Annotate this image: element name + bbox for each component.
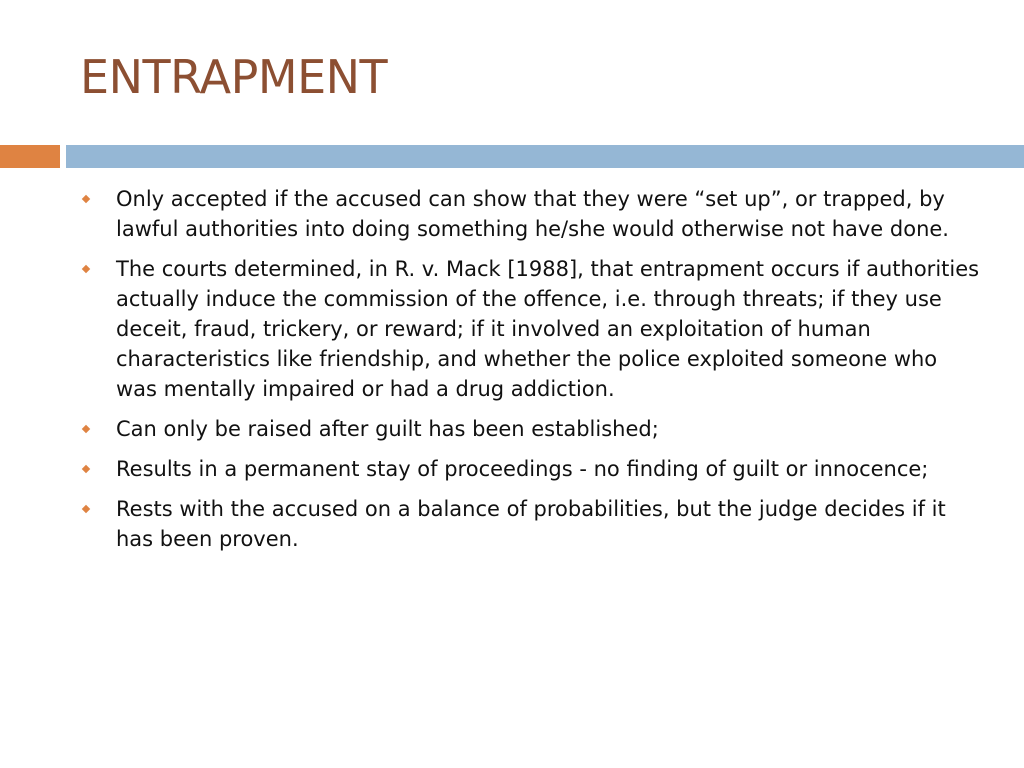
diamond-bullet-icon: [82, 505, 90, 513]
accent-bar-blue: [66, 145, 1024, 168]
bullet-text: Results in a permanent stay of proceedings - no finding of guilt or innocence;: [116, 457, 929, 481]
bullet-item: [80, 454, 980, 484]
bullet-text: The courts determined, in R. v. Mack [1988], that entrapment occurs if authorities actually induce the commission of the offence, i.e. through threats; if they use deceit, fraud, trickery, or reward; if it involved an exploitation of human characteristics like friendship, and whether the police exploited someone who was mentally impaired or had a drug addiction.: [116, 257, 980, 401]
slide-title: ENTRAPMENT: [80, 50, 388, 104]
accent-bar-orange: [0, 145, 60, 168]
bullet-item: [80, 254, 980, 404]
diamond-bullet-icon: [82, 425, 90, 433]
bullet-item: [80, 184, 980, 244]
bullet-list: [80, 184, 980, 564]
bullet-text: Only accepted if the accused can show that they were “set up”, or trapped, by lawful authorities into doing something he/she would otherwise not have done.: [116, 187, 949, 241]
diamond-bullet-icon: [82, 265, 90, 273]
bullet-text: Rests with the accused on a balance of probabilities, but the judge decides if it has been proven.: [116, 497, 946, 551]
bullet-item: [80, 414, 980, 444]
diamond-bullet-icon: [82, 195, 90, 203]
bullet-item: [80, 494, 980, 554]
bullet-text: Can only be raised after guilt has been established;: [116, 417, 659, 441]
diamond-bullet-icon: [82, 465, 90, 473]
